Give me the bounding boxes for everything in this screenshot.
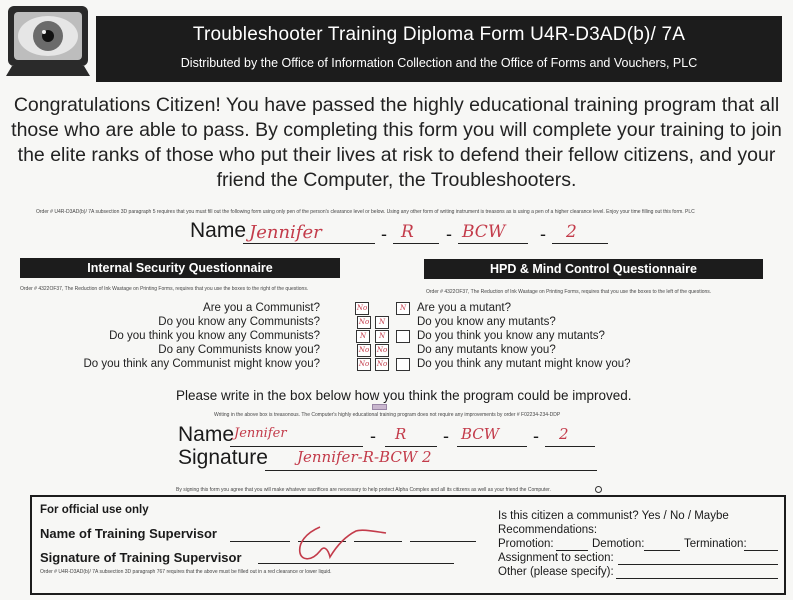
smiley-icon (595, 486, 602, 493)
promotion-field[interactable] (556, 550, 588, 551)
demotion-field[interactable] (644, 550, 680, 551)
handwritten-first-name: Jennifer (249, 222, 322, 243)
security-question-1: Are you a Communist? (203, 302, 320, 314)
hpd-answer-box-3[interactable]: N (375, 330, 389, 343)
improvement-prompt: Please write in the box below how you think the program could be improved. (176, 388, 632, 403)
handwritten-clone: 2 (566, 222, 577, 242)
handwritten-clearance-2: R (395, 425, 407, 443)
official-use-box (30, 495, 786, 595)
demotion-label: Demotion: (592, 538, 645, 550)
name-label-2: Name (178, 423, 235, 446)
supervisor-name-label: Name of Training Supervisor (40, 526, 217, 541)
header-bar (96, 16, 782, 82)
questionnaire (0, 302, 793, 374)
supervisor-signature-label: Signature of Training Supervisor (40, 550, 242, 565)
dash: - (381, 224, 387, 244)
name2-field-sector[interactable] (457, 425, 527, 447)
name-field-clone[interactable] (552, 224, 608, 244)
handwritten-first-name-2: Jennifer (234, 426, 287, 441)
security-answer-box-2[interactable]: No (357, 316, 371, 329)
security-answer-box-4[interactable]: No (357, 344, 371, 357)
security-question-3: Do you think you know any Communists? (109, 330, 320, 342)
order-note-top: Order # U4R-D3AD(b)/ 7A subsection 3D paragraph 5 requires that you must fill out the following form using only pen of the person's clearance level or below. Using any other form of writing instrument is treasons as is using a pen of a higher clearance level. Enjoy your time filling out this form. PLC (36, 209, 695, 215)
security-question-5: Do you think any Communist might know you? (83, 358, 320, 370)
purple-stamp (372, 404, 387, 410)
internal-security-title: Internal Security Questionnaire (20, 258, 340, 278)
communist-question: Is this citizen a communist? Yes / No / Maybe (498, 510, 729, 522)
eye-monitor-icon (2, 2, 94, 80)
hpd-answer-box-1[interactable]: N (396, 302, 410, 315)
name2-field-clearance[interactable] (385, 425, 437, 447)
other-label: Other (please specify): (498, 566, 614, 578)
handwritten-signature: Jennifer-R-BCW 2 (297, 448, 432, 466)
hpd-mind-control-title: HPD & Mind Control Questionnaire (424, 259, 763, 279)
hpd-question-2: Do you know any mutants? (417, 316, 556, 328)
name2-field-first[interactable] (230, 428, 363, 447)
hpd-answer-box-5b[interactable] (396, 358, 410, 371)
security-question-4: Do any Communists know you? (158, 344, 320, 356)
assignment-field[interactable] (618, 564, 778, 565)
handwritten-clone-2: 2 (559, 425, 569, 443)
security-answer-box-3[interactable]: N (356, 330, 370, 343)
congratulations-text: Congratulations Citizen! You have passed the highly educational training program that all those who are able to pass. By completing this form you will complete your training to join the elite ranks of those who put their lives at risk to defend their fellow citizens, and your friend the Computer, the Troubleshooters. (11, 94, 782, 191)
form-title: Troubleshooter Training Diploma Form U4R-D3AD(b)/ 7A (192, 24, 686, 45)
name-field-first[interactable] (243, 224, 375, 244)
dash: - (446, 224, 452, 244)
handwritten-clearance: R (401, 222, 414, 242)
security-question-2: Do you know any Communists? (158, 316, 320, 328)
hpd-answer-box-4[interactable]: No (375, 344, 389, 357)
name-label: Name (190, 219, 247, 242)
signature-label: Signature (178, 446, 268, 469)
dash: - (540, 224, 546, 244)
security-answer-box-5[interactable]: No (357, 358, 371, 371)
supervisor-signature-field[interactable] (258, 521, 458, 567)
handwritten-sector-2: BCW (461, 425, 500, 443)
hpd-question-3: Do you think you know any mutants? (417, 330, 605, 342)
official-heading: For official use only (40, 504, 149, 516)
dash: - (370, 426, 376, 446)
hpd-answer-box-3b[interactable] (396, 330, 410, 343)
name-field-clearance[interactable] (393, 224, 439, 244)
dash: - (443, 426, 449, 446)
termination-label: Termination: (684, 538, 747, 550)
dash: - (533, 426, 539, 446)
recommendations-label: Recommendations: (498, 524, 598, 536)
hpd-answer-box-2[interactable]: N (375, 316, 389, 329)
termination-field[interactable] (744, 550, 778, 551)
pledge-text: By signing this form you agree that you will make whatever sacrifices are necessary to help protect Alpha Complex and all its citizens as well as your friend the Computer. (176, 487, 551, 493)
red-scribble-icon (276, 521, 426, 565)
treason-note: Writing in the above box is treasonous. The Computer's highly educational training program does not require any improvements by order # F02234-234-DDP (214, 412, 561, 418)
handwritten-sector: BCW (462, 222, 506, 242)
security-answer-box-1[interactable]: No (355, 302, 369, 315)
name-field-sector[interactable] (458, 224, 528, 244)
name2-field-clone[interactable] (545, 425, 595, 447)
assignment-label: Assignment to section: (498, 552, 614, 564)
hpd-question-5: Do you think any mutant might know you? (417, 358, 631, 370)
official-order-note: Order # U4R-D3AD(b)/ 7A subsection 3D paragraph 767 requires that the above must be filled out in a red clearance or lower liquid. (40, 569, 332, 575)
other-field[interactable] (616, 578, 778, 579)
hpd-question-1: Are you a mutant? (417, 302, 511, 314)
order-note-right: Order # 4322OF37, The Reduction of Ink Wastage on Printing Forms, requires that you use the boxes to the left of the questions. (426, 289, 712, 295)
hpd-answer-box-5[interactable]: No (375, 358, 389, 371)
form-subtitle: Distributed by the Office of Information Collection and the Office of Forms and Vouchers, PLC (180, 56, 698, 70)
promotion-label: Promotion: (498, 538, 554, 550)
order-note-left: Order # 4322OF37, The Reduction of Ink Wastage on Printing Forms, requires that you use the boxes to the right of the questions. (20, 286, 309, 292)
hpd-question-4: Do any mutants know you? (417, 344, 556, 356)
signature-field[interactable] (265, 449, 597, 471)
